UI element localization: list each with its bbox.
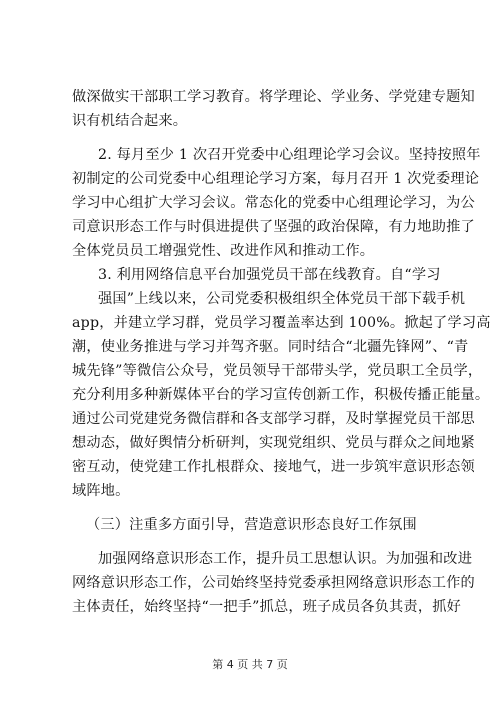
- text-line-12: 城先锋”等微信公众号，党员领导干部带头学，党员职工全员学，: [72, 363, 483, 379]
- text-line-16: 密互动，使党建工作扎根群众、接地气，进一步筑牢意识形态领: [72, 459, 475, 475]
- section-heading: （三）注重多方面引导，营造意识形态良好工作氛围: [86, 517, 417, 533]
- text-line-14: 通过公司党建党务微信群和各支部学习群，及时掌握党员干部思: [72, 411, 475, 427]
- text-line-19: 加强网络意识形态工作，提升员工思想认识。为加强和改进: [98, 551, 473, 567]
- text-line-13: 充分利用多种新媒体平台的学习宣传创新工作，积极传播正能量。: [72, 387, 490, 403]
- page-footer: 第 4 页 共 7 页: [212, 658, 288, 671]
- text-line-11: 潮，使业务推进与学习并驾齐驱。同时结合“北疆先锋网”、“青: [72, 339, 469, 355]
- text-line-1: 做深做实干部职工学习教育。将学理论、学业务、学党建专题知: [72, 89, 475, 105]
- text-line-6: 司意识形态工作与时俱进提供了坚强的政治保障，有力地助推了: [72, 219, 475, 235]
- text-line-5: 学习中心组扩大学习会议。常态化的党委中心组理论学习，为公: [72, 195, 475, 211]
- text-line-2: 识有机结合起来。: [72, 113, 188, 129]
- text-line-3: 2. 每月至少 1 次召开党委中心组理论学习会议。坚持按照年: [98, 147, 481, 163]
- text-line-15: 想动态，做好舆情分析研判，实现党组织、党员与群众之间地紧: [72, 435, 475, 451]
- text-line-8: 3. 利用网络信息平台加强党员干部在线教育。自“学习: [98, 267, 441, 283]
- text-line-17: 域阵地。: [72, 483, 130, 499]
- text-line-4: 初制定的公司党委中心组理论学习方案，每月召开 1 次党委理论: [72, 171, 480, 187]
- text-line-9: 强国”上线以来，公司党委积极组织全体党员干部下载手机: [98, 291, 466, 307]
- text-line-20: 网络意识形态工作，公司始终坚持党委承担网络意识形态工作的: [72, 575, 475, 591]
- text-line-10: app，并建立学习群，党员学习覆盖率达到 100%。掀起了学习高: [72, 315, 491, 331]
- text-line-7: 全体党员员工增强党性、改进作风和推动工作。: [72, 243, 375, 259]
- text-line-21: 主体责任，始终坚持“一把手”抓总，班子成员各负其责，抓好: [72, 599, 461, 615]
